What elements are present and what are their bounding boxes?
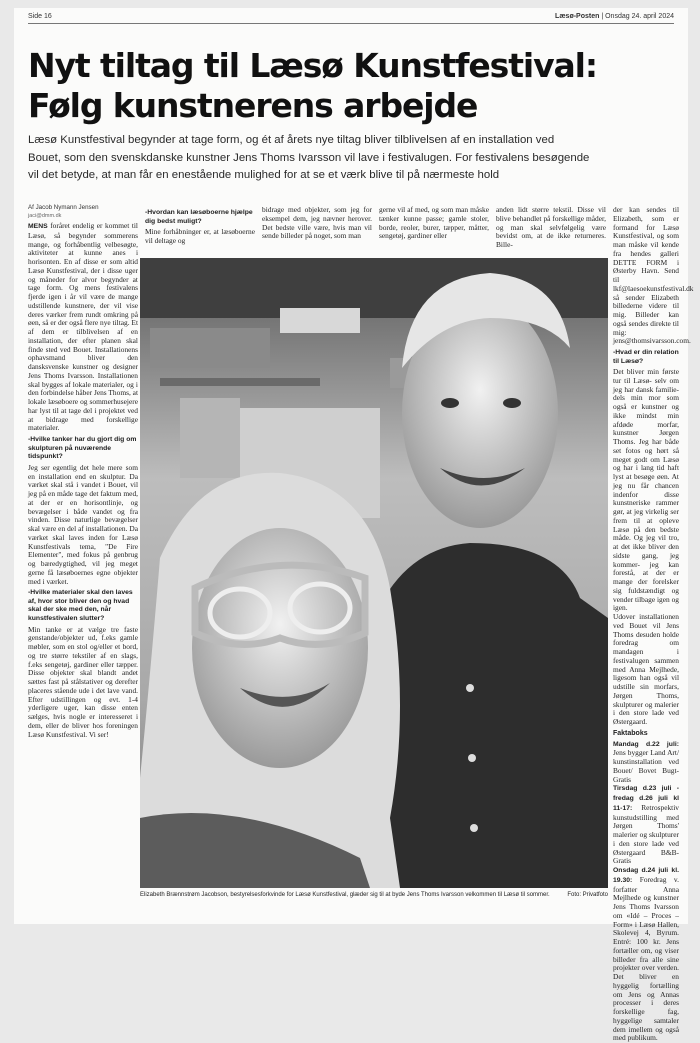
headline bbox=[28, 46, 678, 126]
lead-line-1: Læsø Kunstfestival begynder at tage form, og ét af årets nye tiltag bliver tilblivelsen af en installation ved bbox=[28, 134, 555, 146]
newspaper-page bbox=[14, 8, 694, 1043]
lead-line-2: Bouet, som den svenskdanske kunstner Jens Thoms Ivarsson vil lave i festivalugen. For festivalens besøgende bbox=[28, 151, 590, 164]
article-column-5 bbox=[496, 206, 606, 258]
body-text: foråret endelig er kommet til Læsø, så begynder sommerens mange, og forhåbentlig velbesøgte, aktiviteter at kunne anes i horisonten. En af disse er som altid Læsø Kunstfestival, der i disse uger og måneder for alvor begynder at tage form. Og mens festivalens fjerde igen i år vil være de mange udstillende kunstnere, der vil vise deres værker frem rundt omkring på øen, så er der også flere nye tiltag. Et af dem er tilblivelsen af en installation, der efter planen skal finde sted ved Bouet. Installationens ophavsmand bliver den dansksvenske kunstner og designer Jens Thoms Ivarsson. Installationen skal bygges af lokale materialer, og i den forbindelse håber Jens Thoms, at lokale læsøboere og sommerhusejere har lyst til at tage del i projektet ved at bidrage med forskellige materialer. bbox=[28, 221, 138, 433]
body-paragraph: Min tanke er at vælge tre faste genstande/objekter ud, f.eks gamle møbler, som en stol og/eller et bord, og tre større tekstiler af en slags, f.eks sengetøj, gardiner eller tæpper. Disse objekter skal blandt andet sættes fast på stålstativer og derefter placeres stående ude i det lave vand. Efter udstillingen og evt. 1-4 yderligere uger, kan disse enten sælges, hvis nogle er interesseret i dem, eller de bliver hos foreningen Læsø Kunstfestival. Vi ser! bbox=[28, 624, 138, 739]
photo-caption bbox=[140, 891, 608, 900]
article-column-1 bbox=[28, 222, 138, 912]
lead-paragraph bbox=[28, 132, 678, 185]
body-paragraph: Mine forhåbninger er, at læsøboerne vil deltage og bbox=[145, 227, 255, 245]
fact-day: Onsdag d.24 juli kl. 19.30: bbox=[613, 867, 679, 884]
photo-credit: Foto: Privatfoto bbox=[567, 892, 608, 898]
body-paragraph: Jeg ser egentlig det hele mere som en installation end en skulptur. Da værket skal stå i vandet i Bouet, vil jeg på en måde tage det faktum med, at der er en horisontlinje, og bevægelser i både vandet og fra vinden. Disse naturlige bevægelser skal være en del af installationen. Da værket skal laves inden for Læsø Kunstfestivals tema, "De Fire Elementer", med fokus på genbrug og bæredygtighed, vil jeg meget gerne få læsøboernes egne objekter med i værket. bbox=[28, 462, 138, 586]
fact-box-title: Faktaboks bbox=[613, 729, 648, 737]
photo-illustration bbox=[140, 258, 608, 888]
page-label: Side 16 bbox=[28, 13, 52, 20]
article-photo bbox=[140, 258, 608, 888]
issue-date: Onsdag 24. april 2024 bbox=[605, 13, 674, 20]
body-paragraph: Udover installationen ved Bouet vil Jens Thoms desuden holde foredrag om mandagen i festivalugen sammen med Anna Mejlhede, ligesom han også vil udstille sin morfars, Jørgen Thoms, skulpturer og malerier i den store lade ved Østergaard. bbox=[613, 612, 679, 727]
lead-line-3: vil det betyde, at man får en enestående mulighed for at se et værk blive til på nærmeste hold bbox=[28, 169, 500, 181]
body-paragraph: bidrage med objekter, som jeg for eksempel dem, jeg nævner herover. Det bedste ville være, hvis man vil sende billeder på noget, som man bbox=[262, 205, 372, 241]
body-paragraph: Det bliver min første tur til Læsø- selv om jeg har dansk familie- dels min mor som også er kunstner og ikke mindst min afdøde morfar, kunstner Jørgen Thoms. Jeg har både set fotos og hørt så meget godt om Læsø og har i lang tid haft lyst at besøge øen. At jeg nu får chancen indenfor disse kunstneriske rammer gør, at jeg virkelig ser frem til at opleve Læsø på den bedste måde. Og jeg vil tro, at det ikke bliver den sidste gang, jeg kommer- jeg kan forestå, at der er mange der forelsker sig fuldstændigt og vender tilbage igen og igen. bbox=[613, 367, 679, 613]
fact-text: Retrospektiv kunstudstilling med Jørgen Thoms' malerier og skulpturer i den store lade ved Østergaard B&B- Gratis bbox=[613, 802, 679, 866]
headline-line-2: Følg kunstnerens arbejde bbox=[28, 86, 478, 126]
article-column-3 bbox=[262, 206, 372, 258]
interview-question: -Hvilke materialer skal den laves af, hvor stor bliver den og hvad skal der ske med den, når kunstfestivalen slutter? bbox=[28, 589, 133, 623]
article-column-4 bbox=[379, 206, 489, 258]
fact-item bbox=[613, 784, 679, 866]
fact-item bbox=[613, 866, 679, 1043]
fact-text: Foredrag v. forfatter Anna Mejlhede og kunstner Jens Thoms Ivarsson om «Idé – Proces – Form» i Læsø Hallen, Skolevej 4, Byrum. Entré: 100 kr. Jens fortæller om, og viser billeder fra alle sine projekter over verden. Det bliver en hyggelig fortælling om Jens og Annas processer i deres forskellige fag, hyggelige samtaler dem imellem og også med publikum. bbox=[613, 874, 679, 1043]
headline-line-1: Nyt tiltag til Læsø Kunstfestival: bbox=[28, 46, 597, 86]
author-name: Af Jacob Nymann Jensen bbox=[28, 204, 99, 211]
fact-item bbox=[613, 740, 679, 785]
article-column-6 bbox=[613, 205, 694, 1043]
interview-question: -Hvad er din relation til Læsø? bbox=[613, 349, 679, 365]
article-column-2 bbox=[145, 206, 255, 258]
body-paragraph: anden lidt større tekstil. Disse vil blive behandlet på forskellige måder, og man skal selvfølgelig være bevidst om, at de ikke returneres. Bille- bbox=[496, 205, 606, 249]
byline bbox=[28, 203, 138, 220]
fact-text: Jens bygger Land Art/ kunstinstallation ved Bouet/ Bovet Bugt- Gratis bbox=[613, 748, 679, 784]
body-paragraph bbox=[28, 222, 138, 433]
drop-in-word: MENS bbox=[28, 223, 48, 230]
body-paragraph: der kan sendes til Elizabeth, som er formand for Læsø Kunstfestival, og som man måske vil kende fra hendes galleri DETTE FORM i Østerby Havn. Send til lkf@laesoekunstfestival.dk så sender Elizabeth billederne videre til mig. Billeder kan også sendes direkte til mig: jens@thomsivarsson.com. bbox=[613, 205, 694, 346]
header-rule bbox=[28, 23, 674, 24]
author-email: jaci@dmm.dk bbox=[28, 213, 62, 219]
masthead: Læsø-Posten | Onsdag 24. april 2024 bbox=[555, 13, 674, 20]
caption-text: Elizabeth Brænnstrøm Jacobson, bestyrelsesforkvinde for Læsø Kunstfestival, glæder sig til at byde Jens Thoms Ivarsson velkommen til Læsø til sommer. bbox=[140, 892, 550, 898]
fact-day: Tirsdag d.23 juli - fredag d.26 juli kl 11-17: bbox=[613, 785, 679, 812]
interview-question: -Hvordan kan læsøboerne hjælpe dig bedst muligt? bbox=[145, 209, 253, 225]
publication-name: Læsø-Posten bbox=[555, 13, 600, 20]
fact-day: Mandag d.22 juli: bbox=[613, 740, 679, 748]
body-paragraph: gerne vil af med, og som man måske tænker kunne passe; gamle stoler, borde, reoler, burer, tæpper, måtter, sengetøj, gardiner eller bbox=[379, 205, 489, 241]
interview-question: -Hvilke tanker har du gjort dig om skulpturen på nuværende tidspunkt? bbox=[28, 436, 137, 461]
